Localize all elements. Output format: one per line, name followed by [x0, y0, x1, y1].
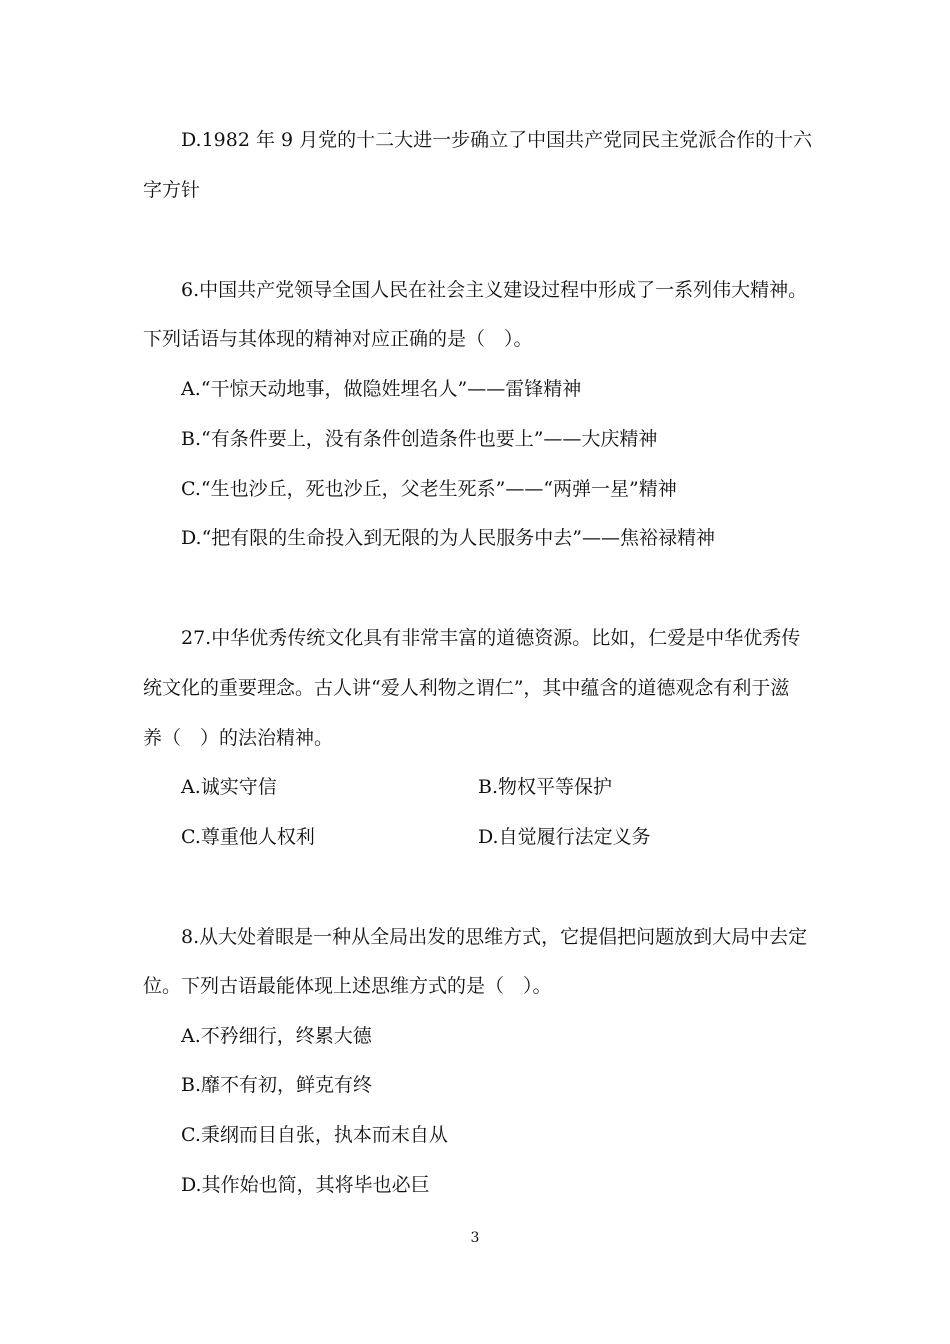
question-27-option-b: B.物权平等保护: [478, 776, 613, 798]
question-27-stem-line1: 27.中华优秀传统文化具有非常丰富的道德资源。比如，仁爱是中华优秀传: [181, 627, 801, 649]
question-27-stem-line3: 养（ ）的法治精神。: [143, 727, 334, 749]
prev-question-option-d-line1: D.1982 年 9 月党的十二大进一步确立了中国共产党同民主党派合作的十六: [181, 129, 813, 151]
question-8-stem-line2: 位。下列古语最能体现上述思维方式的是（ ）。: [143, 975, 552, 997]
question-6-stem-line2: 下列话语与其体现的精神对应正确的是（ ）。: [143, 328, 533, 350]
question-27-stem-line2: 统文化的重要理念。古人讲“爱人利物之谓仁”，其中蕴含的道德观念有利于滋: [143, 677, 790, 699]
question-6-option-a: A.“干惊天动地事，做隐姓埋名人”——雷锋精神: [181, 378, 582, 400]
question-8-stem-line1: 8.从大处着眼是一种从全局出发的思维方式，它提倡把问题放到大局中去定: [181, 926, 808, 948]
question-27-option-c: C.尊重他人权利: [181, 826, 315, 848]
question-6-option-d: D.“把有限的生命投入到无限的为人民服务中去”——焦裕禄精神: [181, 527, 716, 549]
question-8-option-b: B.靡不有初，鲜克有终: [181, 1074, 373, 1096]
question-6-stem-line1: 6.中国共产党领导全国人民在社会主义建设过程中形成了一系列伟大精神。: [181, 279, 808, 301]
question-6-option-b: B.“有条件要上，没有条件创造条件也要上”——大庆精神: [181, 428, 658, 450]
question-8-option-c: C.秉纲而目自张，执本而末自从: [181, 1124, 448, 1146]
prev-question-option-d-line2: 字方针: [143, 179, 201, 201]
question-27-option-a: A.诚实守信: [181, 776, 277, 798]
question-8-option-d: D.其作始也简，其将毕也必巨: [181, 1174, 430, 1196]
question-6-option-c: C.“生也沙丘，死也沙丘，父老生死系”——“两弹一星”精神: [181, 478, 677, 500]
question-27-option-d: D.自觉履行法定义务: [478, 826, 651, 848]
page-number: 3: [470, 1230, 480, 1246]
question-8-option-a: A.不矜细行，终累大德: [181, 1025, 372, 1047]
